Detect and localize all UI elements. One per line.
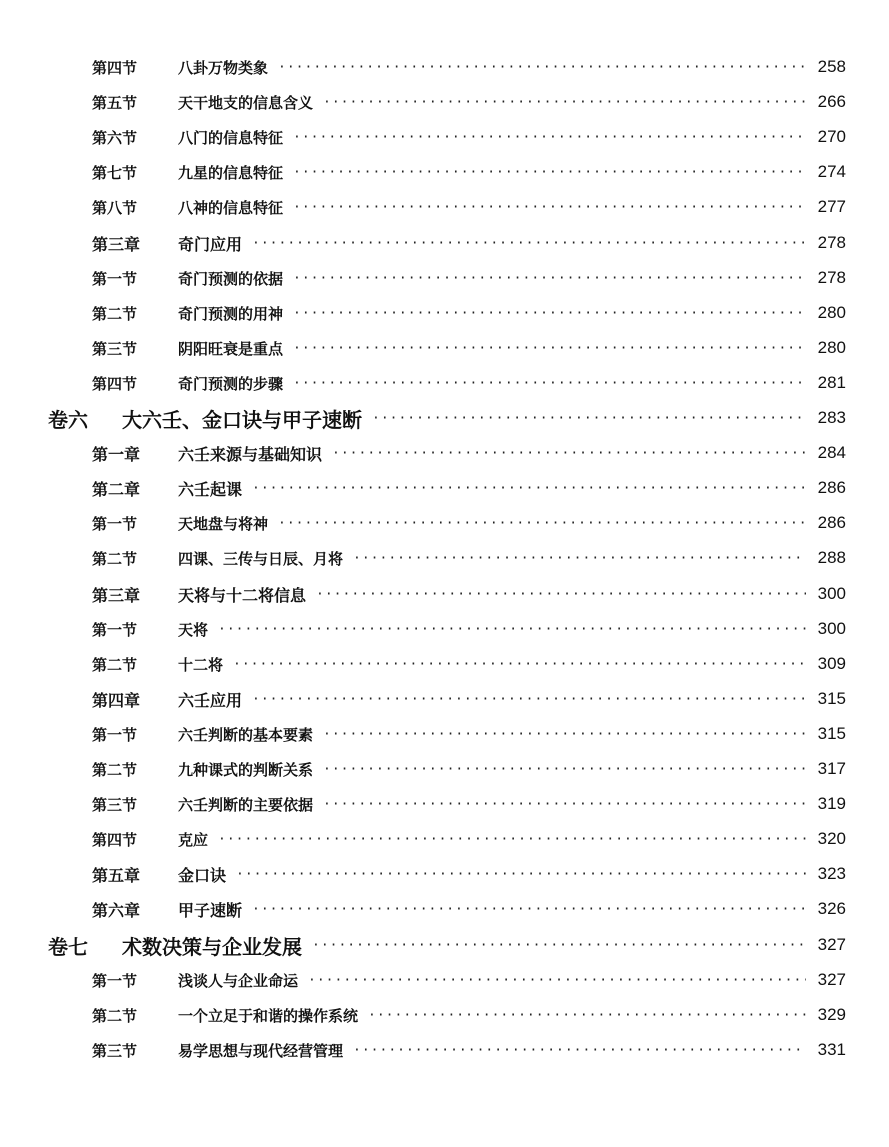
entry-number: 第二章: [92, 479, 141, 499]
entry-number: 第六节: [92, 128, 138, 147]
entry-title: 奇门预测的依据: [178, 269, 284, 288]
toc-entry: [92, 754, 846, 784]
entry-page-number: 315: [817, 724, 846, 743]
entry-title: 十二将: [178, 655, 224, 674]
entry-title: 甲子速断: [178, 900, 243, 920]
entry-page-number: 323: [817, 864, 846, 883]
entry-number: 第二节: [92, 655, 138, 674]
entry-number: 第三节: [92, 339, 138, 358]
entry-number: 第三节: [92, 1041, 138, 1060]
entry-title: 克应: [178, 830, 209, 849]
entry-page-number: 274: [817, 162, 846, 181]
toc-entry: [92, 192, 846, 222]
entry-page-number: 326: [817, 899, 846, 918]
entry-number: 第一节: [92, 269, 138, 288]
entry-page-number: 286: [817, 478, 846, 497]
entry-number: 第一节: [92, 514, 138, 533]
toc-entry: [92, 508, 846, 538]
dot-leader: [316, 588, 806, 601]
toc-entry: [92, 122, 846, 152]
dot-leader: [293, 377, 806, 390]
entry-page-number: 309: [817, 654, 846, 673]
entry-number: 第一节: [92, 620, 138, 639]
toc-entry: [92, 473, 846, 503]
dot-leader: [293, 342, 806, 355]
dot-leader: [293, 166, 806, 179]
entry-page-number: 266: [817, 92, 846, 111]
entry-page-number: 277: [817, 197, 846, 216]
entry-title: 八门的信息特征: [178, 128, 284, 147]
dot-leader: [323, 96, 806, 109]
entry-page-number: 319: [817, 794, 846, 813]
toc-entry: [92, 157, 846, 187]
entry-number: 第二节: [92, 1006, 138, 1025]
entry-number: 第三节: [92, 795, 138, 814]
toc-entry: [92, 614, 846, 644]
entry-page-number: 327: [817, 970, 846, 989]
entry-page-number: 258: [817, 57, 846, 76]
toc-entry: [92, 719, 846, 749]
dot-leader: [278, 61, 806, 74]
dot-leader: [218, 833, 806, 846]
toc-entry: [92, 52, 846, 82]
dot-leader: [252, 482, 806, 495]
dot-leader: [323, 798, 806, 811]
entry-title: 奇门预测的步骤: [178, 374, 284, 393]
toc-entry: [92, 228, 846, 258]
entry-number: 第七节: [92, 163, 138, 182]
entry-page-number: 300: [817, 584, 846, 603]
dot-leader: [312, 939, 806, 952]
dot-leader: [323, 728, 806, 741]
entry-title: 一个立足于和谐的操作系统: [178, 1006, 359, 1025]
entry-page-number: 278: [817, 233, 846, 252]
entry-number: 第二节: [92, 304, 138, 323]
dot-leader: [278, 517, 806, 530]
dot-leader: [293, 307, 806, 320]
entry-title: 八卦万物类象: [178, 58, 269, 77]
entry-page-number: 317: [817, 759, 846, 778]
entry-number: 第六章: [92, 900, 141, 920]
toc-entry: [92, 894, 846, 924]
entry-page-number: 270: [817, 127, 846, 146]
entry-number: 第二节: [92, 549, 138, 568]
entry-title: 天地盘与将神: [178, 514, 269, 533]
entry-title: 六壬起课: [178, 479, 243, 499]
entry-page-number: 278: [817, 268, 846, 287]
entry-page-number: 288: [817, 548, 846, 567]
toc-entry: [92, 1035, 846, 1065]
entry-number: 第五章: [92, 865, 141, 885]
toc-entry: [92, 368, 846, 398]
entry-page-number: 327: [817, 935, 846, 954]
entry-page-number: 281: [817, 373, 846, 392]
entry-page-number: 286: [817, 513, 846, 532]
dot-leader: [293, 201, 806, 214]
entry-number: 第八节: [92, 198, 138, 217]
entry-title: 天将与十二将信息: [178, 585, 307, 605]
entry-title: 九种课式的判断关系: [178, 760, 314, 779]
toc-entry: [92, 789, 846, 819]
entry-number: 卷六: [48, 407, 88, 432]
toc-entry: [92, 824, 846, 854]
entry-number: 第四章: [92, 690, 141, 710]
toc-entry: [92, 649, 846, 679]
entry-title: 奇门应用: [178, 234, 243, 254]
toc-entry: [92, 965, 846, 995]
entry-number: 第四节: [92, 58, 138, 77]
entry-title: 大六壬、金口诀与甲子速断: [122, 407, 362, 432]
dot-leader: [252, 237, 806, 250]
dot-leader: [372, 412, 806, 425]
entry-number: 第五节: [92, 93, 138, 112]
toc-entry: [92, 87, 846, 117]
toc-entry: [92, 333, 846, 363]
entry-title: 六壬判断的主要依据: [178, 795, 314, 814]
entry-title: 六壬判断的基本要素: [178, 725, 314, 744]
entry-title: 浅谈人与企业命运: [178, 971, 299, 990]
entry-title: 易学思想与现代经营管理: [178, 1041, 344, 1060]
dot-leader: [308, 974, 806, 987]
dot-leader: [323, 763, 806, 776]
entry-number: 第三章: [92, 234, 141, 254]
toc-entry: [48, 403, 846, 433]
entry-number: 第一章: [92, 444, 141, 464]
entry-title: 四课、三传与日辰、月将: [178, 549, 344, 568]
dot-leader: [293, 131, 806, 144]
dot-leader: [218, 623, 806, 636]
dot-leader: [236, 868, 806, 881]
entry-title: 阴阳旺衰是重点: [178, 339, 284, 358]
toc-entry: [92, 1000, 846, 1030]
entry-page-number: 283: [817, 408, 846, 427]
entry-number: 第四节: [92, 374, 138, 393]
toc-entry: [92, 438, 846, 468]
entry-number: 第三章: [92, 585, 141, 605]
entry-title: 八神的信息特征: [178, 198, 284, 217]
dot-leader: [293, 272, 806, 285]
dot-leader: [353, 1044, 806, 1057]
dot-leader: [353, 552, 806, 565]
entry-number: 第二节: [92, 760, 138, 779]
entry-page-number: 280: [817, 338, 846, 357]
entry-title: 天干地支的信息含义: [178, 93, 314, 112]
entry-page-number: 280: [817, 303, 846, 322]
entry-page-number: 315: [817, 689, 846, 708]
dot-leader: [368, 1009, 806, 1022]
entry-page-number: 300: [817, 619, 846, 638]
entry-number: 第一节: [92, 971, 138, 990]
entry-title: 六壬应用: [178, 690, 243, 710]
dot-leader: [332, 447, 806, 460]
entry-page-number: 320: [817, 829, 846, 848]
entry-title: 奇门预测的用神: [178, 304, 284, 323]
dot-leader: [233, 658, 806, 671]
toc-entry: [92, 859, 846, 889]
entry-page-number: 329: [817, 1005, 846, 1024]
entry-number: 第四节: [92, 830, 138, 849]
toc-entry: [92, 263, 846, 293]
entry-number: 卷七: [48, 934, 88, 959]
entry-page-number: 284: [817, 443, 846, 462]
dot-leader: [252, 903, 806, 916]
dot-leader: [252, 693, 806, 706]
entry-page-number: 331: [817, 1040, 846, 1059]
toc-entry: [92, 298, 846, 328]
entry-number: 第一节: [92, 725, 138, 744]
entry-title: 九星的信息特征: [178, 163, 284, 182]
entry-title: 六壬来源与基础知识: [178, 444, 323, 464]
entry-title: 术数决策与企业发展: [122, 934, 302, 959]
toc-entry: [92, 543, 846, 573]
toc-entry: [48, 930, 846, 960]
toc-entry: [92, 579, 846, 609]
entry-title: 金口诀: [178, 865, 227, 885]
entry-title: 天将: [178, 620, 209, 639]
toc-entry: [92, 684, 846, 714]
